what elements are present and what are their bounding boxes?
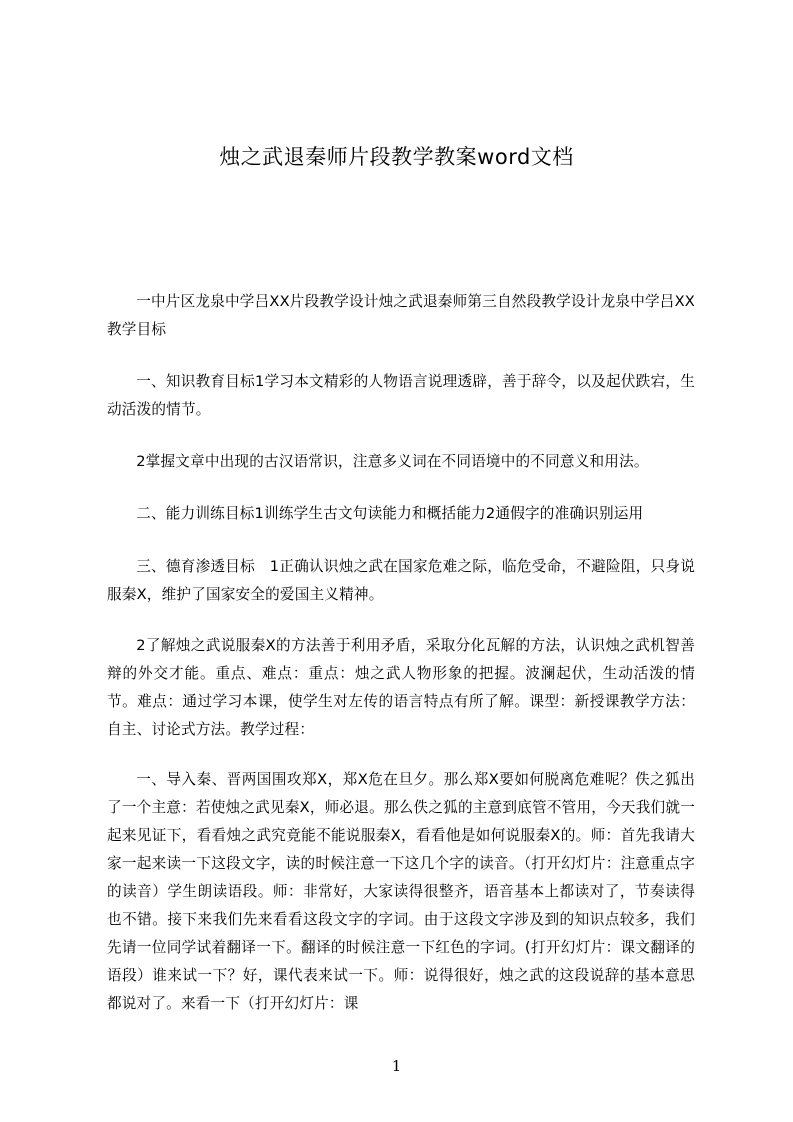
- paragraph-intro: 一中片区龙泉中学吕XX片段教学设计烛之武退秦师第三自然段教学设计龙泉中学吕XX教学目标: [107, 293, 695, 338]
- paragraph-knowledge-goal: 一、知识教育目标1学习本文精彩的人物语言说理透辟，善于辞令，以及起伏跌宕，生动活泼的情节。: [107, 373, 695, 418]
- paragraph-ability-goal: 二、能力训练目标1训练学生古文句读能力和概括能力2通假字的准确识别运用: [136, 505, 644, 522]
- paragraph-moral-goal: 三、德育渗透目标 1正确认识烛之武在国家危难之际，临危受命，不避险阻，只身说服秦X，维护了国家安全的爱国主义精神。: [107, 558, 695, 603]
- page-number: 1: [391, 1057, 402, 1075]
- paragraph-knowledge-goal-2: 2掌握文章中出现的古汉语常识，注意多义词在不同语境中的不同意义和用法。: [136, 453, 649, 470]
- paragraph-teaching-process: 一、导入秦、晋两国围攻郑X，郑X危在旦夕。那么郑X要如何脱离危难呢？佚之狐出了一个主意：若使烛之武见秦X，师必退。那么佚之狐的主意到底管不管用，今天我们就一起来见证下，看看烛之武究竟能不能说服秦X，看看他是如何说服秦X的。师：首先我请大家一起来读一下这段文字，读的时候注意一下这几个字的读音。（打开幻灯片：注意重点字的读音）学生朗读语段。师：非常好，大家读得很整齐，语音基本上都读对了，节奏读得也不错。接下来我们先来看看这段文字的字词。由于这段文字涉及到的知识点较多，我们先请一位同学试着翻译一下。翻译的时候注意一下红色的字词。(打开幻灯片：课文翻译的语段）谁来试一下？好，课代表来试一下。师：说得很好，烛之武的这段说辞的基本意思都说对了。来看一下（打开幻灯片：课: [107, 771, 695, 1012]
- paragraph-key-points: 2了解烛之武说服秦X的方法善于利用矛盾，采取分化瓦解的方法，认识烛之武机智善辩的外交才能。重点、难点：重点：烛之武人物形象的把握。波澜起伏，生动活泼的情节。难点：通过学习本课，使学生对左传的语言特点有所了解。课型：新授课教学方法：自主、讨论式方法。教学过程：: [107, 637, 695, 738]
- document-title: 烛之武退秦师片段教学教案word文档: [219, 145, 574, 169]
